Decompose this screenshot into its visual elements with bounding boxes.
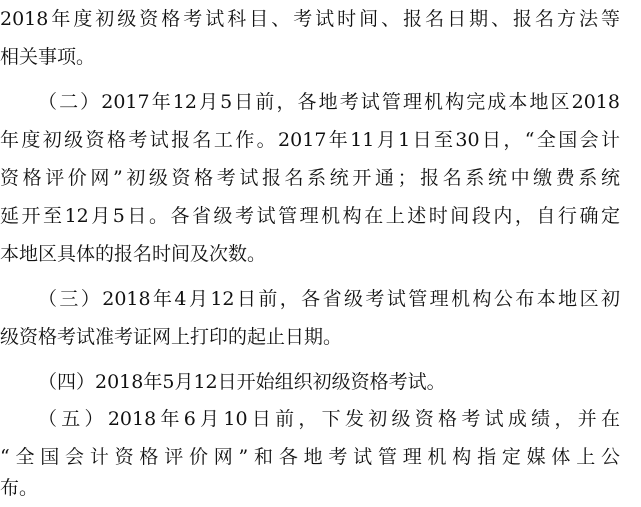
paragraph-1-line-2: 相关事项。	[0, 46, 96, 68]
paragraph-3-line-2: 级资格考试准考证网上打印的起止日期。	[0, 326, 343, 348]
paragraph-2-line-5: 本地区具体的报名时间及次数。	[0, 243, 267, 265]
paragraph-3-line-1: （三）2018年4月12日前，各省级考试管理机构公布本地区初	[38, 288, 620, 310]
paragraph-2-line-2: 年度初级资格考试报名工作。2017年11月1日至30日，“全国会计	[0, 129, 620, 151]
paragraph-5-line-3: 布。	[0, 477, 39, 499]
paragraph-2-line-4: 延开至12月5日。各省级考试管理机构在上述时间段内，自行确定	[0, 205, 620, 227]
paragraph-2-line-1: （二）2017年12月5日前，各地考试管理机构完成本地区2018	[38, 91, 620, 113]
paragraph-5-line-2: “全国会计资格评价网”和各地考试管理机构指定媒体上公	[0, 446, 620, 468]
paragraph-2-line-3: 资格评价网”初级资格考试报名系统开通；报名系统中缴费系统	[0, 167, 620, 189]
paragraph-4-line-1: （四）2018年5月12日开始组织初级资格考试。	[38, 371, 446, 393]
paragraph-1-line-1: 2018年度初级资格考试科目、考试时间、报名日期、报名方法等	[0, 8, 620, 30]
paragraph-5-line-1: （五）2018年6月10日前，下发初级资格考试成绩，并在	[38, 408, 620, 430]
